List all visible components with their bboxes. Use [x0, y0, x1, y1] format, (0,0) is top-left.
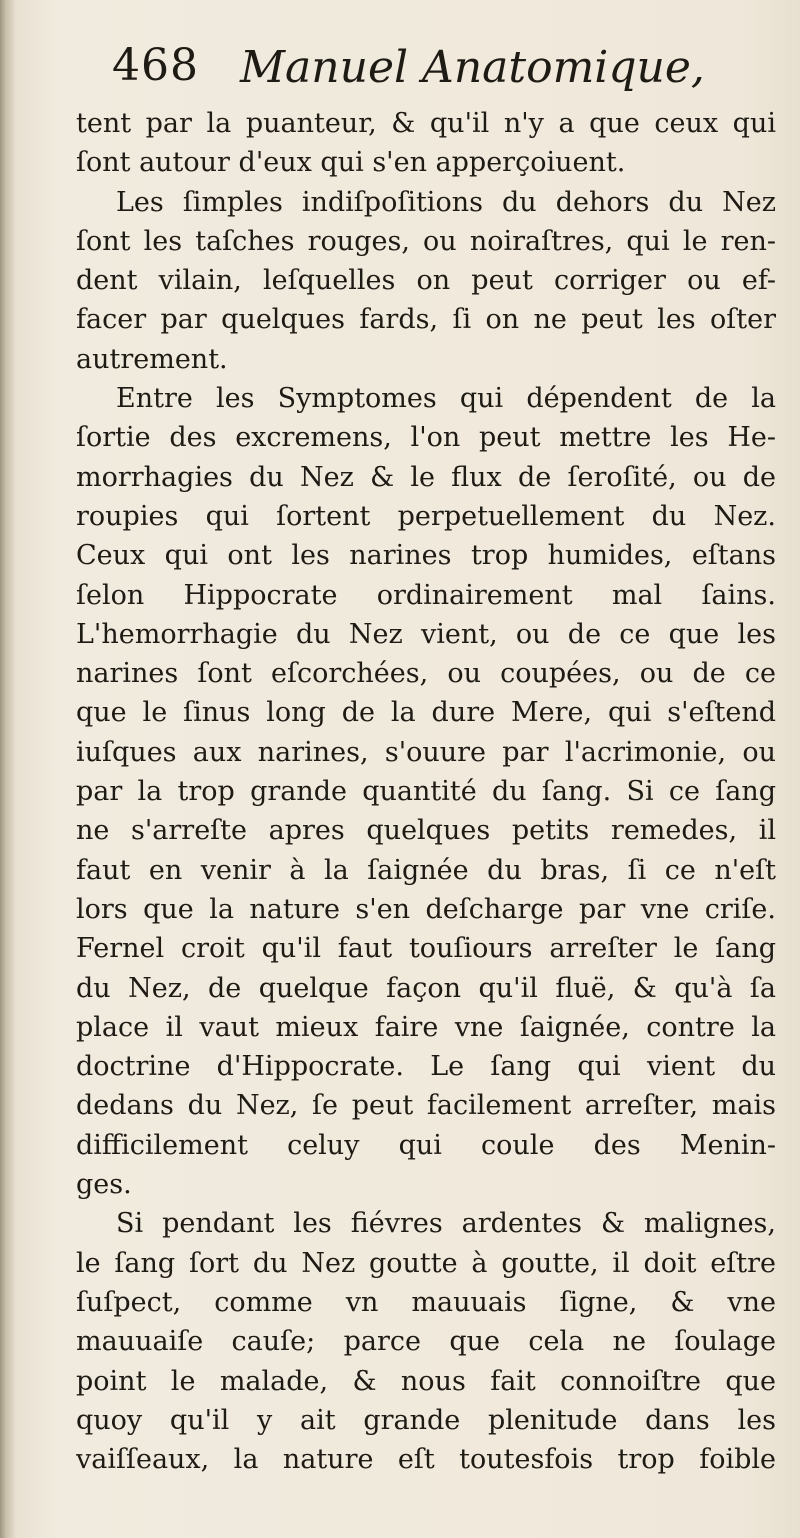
text-line: dent vilain, leſquelles on peut corriger ou ef- — [76, 265, 776, 297]
text-line: roupies qui ſortent perpetuellement du Nez. — [76, 500, 776, 532]
text-line: Fernel croit qu'il faut touſiours arreſter le ſang — [76, 933, 776, 965]
text-line: ſelon Hippocrate ordinairement mal ſains. — [76, 579, 776, 611]
text-line: du Nez, de quelque façon qu'il fluë, & qu'à ſa — [76, 972, 776, 1004]
text-line: autrement. — [76, 343, 228, 375]
text-line: point le malade, & nous fait connoiſtre que — [76, 1365, 776, 1397]
page-number: 468 — [112, 40, 199, 91]
text-line: morrhagies du Nez & le flux de ſeroſité, ou de — [76, 461, 776, 493]
running-title: Manuel Anatomique, — [240, 42, 705, 93]
text-line: mauuaiſe cauſe; parce que cela ne ſoulage — [76, 1326, 776, 1358]
text-line: faut en venir à la ſaignée du bras, ſi ce n'eſt — [76, 854, 776, 886]
text-line: place il vaut mieux faire vne ſaignée, contre la — [76, 1011, 776, 1043]
text-line: tent par la puanteur, & qu'il n'y a que ceux qui — [76, 108, 776, 139]
body-text — [76, 104, 776, 1479]
page-header — [112, 40, 705, 110]
text-line: Entre les Symptomes qui dépendent de la — [116, 383, 776, 415]
text-line: Ceux qui ont les narines trop humides, eſtans — [76, 540, 776, 572]
text-line: ſont autour d'eux qui s'en apperçoiuent. — [76, 147, 626, 179]
text-line: ges. — [76, 1169, 132, 1201]
text-line: ſuſpect, comme vn mauuais ſigne, & vne — [76, 1286, 776, 1318]
text-line: L'hemorrhagie du Nez vient, ou de ce que les — [76, 618, 776, 650]
text-line: ſortie des excremens, l'on peut mettre les He- — [76, 422, 776, 454]
text-line: Si pendant les fiévres ardentes & malignes, — [116, 1208, 776, 1240]
text-line: narines ſont eſcorchées, ou coupées, ou de ce — [76, 658, 776, 690]
text-line: ſont les taſches rouges, ou noiraſtres, qui le ren- — [76, 225, 776, 257]
text-line: doctrine d'Hippocrate. Le ſang qui vient du — [76, 1051, 776, 1083]
text-line: vaiſſeaux, la nature eſt toutesfois trop foible — [76, 1444, 776, 1476]
text-line: facer par quelques fards, ſi on ne peut les oſter — [76, 304, 776, 336]
page-gutter — [0, 0, 14, 1538]
text-line: lors que la nature s'en deſcharge par vne criſe. — [76, 893, 776, 925]
text-line: ne s'arreſte apres quelques petits remedes, il — [76, 815, 776, 847]
text-line: difficilement celuy qui coule des Menin- — [76, 1129, 776, 1161]
text-line: dedans du Nez, ſe peut facilement arreſter, mais — [76, 1090, 776, 1122]
text-line: le ſang ſort du Nez goutte à goutte, il doit eſtre — [76, 1247, 776, 1279]
text-line: quoy qu'il y ait grande plenitude dans les — [76, 1404, 776, 1436]
text-line: iuſques aux narines, s'ouure par l'acrimonie, ou — [76, 736, 776, 768]
text-line: par la trop grande quantité du ſang. Si ce ſang — [76, 776, 776, 808]
text-line: Les ſimples indiſpoſitions du dehors du Nez — [116, 186, 776, 218]
text-line: que le ſinus long de la dure Mere, qui s'eſtend — [76, 697, 776, 729]
